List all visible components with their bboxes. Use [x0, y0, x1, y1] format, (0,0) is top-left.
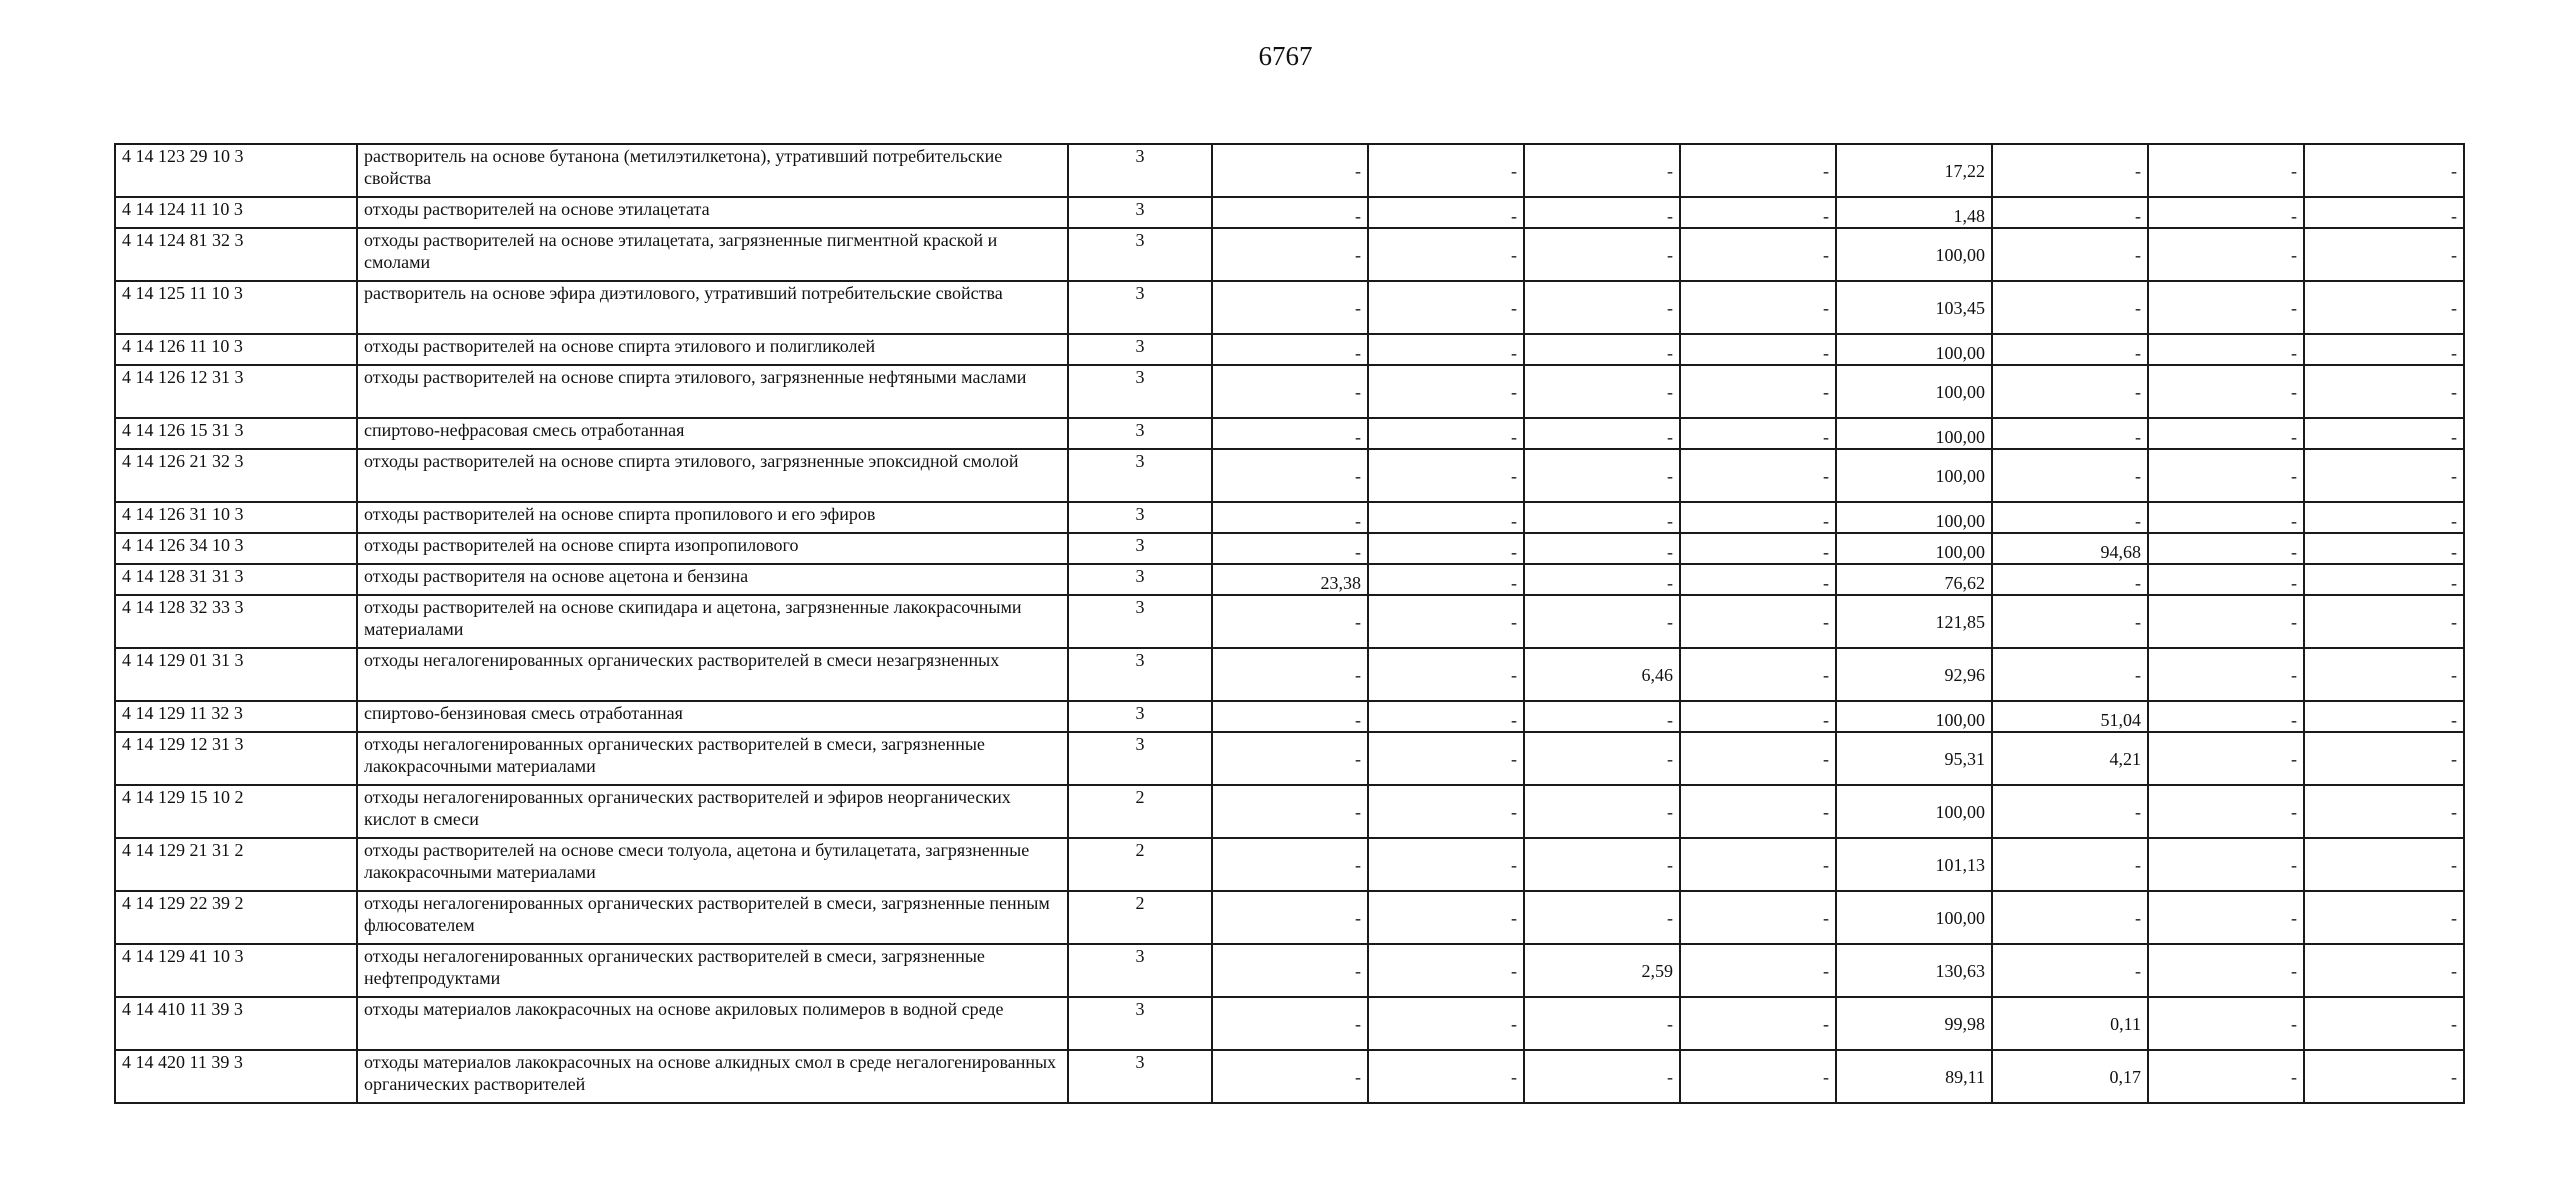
value-cell-4: -	[1680, 1050, 1836, 1103]
value-cell-7: -	[2148, 228, 2304, 281]
waste-name-cell: спиртово-бензиновая смесь отработанная	[357, 701, 1068, 732]
value-cell-4: -	[1680, 732, 1836, 785]
value-cell-8: -	[2304, 997, 2464, 1050]
hazard-class-cell: 2	[1068, 891, 1212, 944]
value-cell-4: -	[1680, 701, 1836, 732]
waste-name-cell: отходы материалов лакокрасочных на основе акриловых полимеров в водной среде	[357, 997, 1068, 1050]
waste-code-cell: 4 14 123 29 10 3	[115, 144, 357, 197]
value-cell-2: -	[1368, 701, 1524, 732]
hazard-class-cell: 3	[1068, 197, 1212, 228]
value-cell-2: -	[1368, 997, 1524, 1050]
value-cell-5: 100,00	[1836, 334, 1992, 365]
value-cell-6: -	[1992, 785, 2148, 838]
waste-name-cell: отходы растворителей на основе спирта этилового, загрязненные нефтяными маслами	[357, 365, 1068, 418]
value-cell-5: 100,00	[1836, 502, 1992, 533]
value-cell-4: -	[1680, 418, 1836, 449]
table-row	[115, 944, 2464, 997]
value-cell-8: -	[2304, 648, 2464, 701]
waste-code-cell: 4 14 129 41 10 3	[115, 944, 357, 997]
value-cell-8: -	[2304, 564, 2464, 595]
waste-code-cell: 4 14 129 12 31 3	[115, 732, 357, 785]
value-cell-6: -	[1992, 838, 2148, 891]
value-cell-7: -	[2148, 838, 2304, 891]
value-cell-4: -	[1680, 365, 1836, 418]
waste-name-cell: отходы растворителей на основе спирта изопропилового	[357, 533, 1068, 564]
waste-name-cell: отходы растворителей на основе этилацетата, загрязненные пигментной краской и смолами	[357, 228, 1068, 281]
value-cell-3: -	[1524, 228, 1680, 281]
value-cell-3: -	[1524, 365, 1680, 418]
value-cell-7: -	[2148, 281, 2304, 334]
waste-name-cell: отходы материалов лакокрасочных на основе алкидных смол в среде негалогенированных органических растворителей	[357, 1050, 1068, 1103]
value-cell-4: -	[1680, 648, 1836, 701]
waste-code-cell: 4 14 124 11 10 3	[115, 197, 357, 228]
value-cell-4: -	[1680, 228, 1836, 281]
waste-code-cell: 4 14 420 11 39 3	[115, 1050, 357, 1103]
value-cell-1: -	[1212, 197, 1368, 228]
value-cell-7: -	[2148, 502, 2304, 533]
waste-code-cell: 4 14 126 15 31 3	[115, 418, 357, 449]
value-cell-8: -	[2304, 449, 2464, 502]
value-cell-4: -	[1680, 564, 1836, 595]
value-cell-6: -	[1992, 334, 2148, 365]
waste-code-cell: 4 14 126 11 10 3	[115, 334, 357, 365]
value-cell-8: -	[2304, 701, 2464, 732]
value-cell-4: -	[1680, 595, 1836, 648]
table-row	[115, 533, 2464, 564]
value-cell-2: -	[1368, 595, 1524, 648]
value-cell-5: 95,31	[1836, 732, 1992, 785]
value-cell-1: 23,38	[1212, 564, 1368, 595]
value-cell-4: -	[1680, 785, 1836, 838]
hazard-class-cell: 3	[1068, 365, 1212, 418]
value-cell-7: -	[2148, 732, 2304, 785]
value-cell-1: -	[1212, 997, 1368, 1050]
waste-name-cell: отходы растворителей на основе этилацетата	[357, 197, 1068, 228]
value-cell-5: 1,48	[1836, 197, 1992, 228]
value-cell-3: -	[1524, 197, 1680, 228]
table-row	[115, 418, 2464, 449]
waste-name-cell: отходы негалогенированных органических растворителей в смеси, загрязненные пенным флюсователем	[357, 891, 1068, 944]
value-cell-1: -	[1212, 418, 1368, 449]
hazard-class-cell: 3	[1068, 228, 1212, 281]
value-cell-1: -	[1212, 533, 1368, 564]
waste-code-cell: 4 14 410 11 39 3	[115, 997, 357, 1050]
table-row	[115, 785, 2464, 838]
value-cell-6: -	[1992, 648, 2148, 701]
value-cell-4: -	[1680, 891, 1836, 944]
value-cell-3: -	[1524, 564, 1680, 595]
value-cell-2: -	[1368, 281, 1524, 334]
value-cell-5: 103,45	[1836, 281, 1992, 334]
waste-name-cell: отходы растворителей на основе скипидара и ацетона, загрязненные лакокрасочными материалами	[357, 595, 1068, 648]
value-cell-4: -	[1680, 533, 1836, 564]
hazard-class-cell: 3	[1068, 502, 1212, 533]
hazard-class-cell: 3	[1068, 564, 1212, 595]
value-cell-5: 89,11	[1836, 1050, 1992, 1103]
value-cell-4: -	[1680, 281, 1836, 334]
value-cell-2: -	[1368, 449, 1524, 502]
value-cell-6: -	[1992, 418, 2148, 449]
value-cell-8: -	[2304, 595, 2464, 648]
value-cell-2: -	[1368, 891, 1524, 944]
value-cell-4: -	[1680, 144, 1836, 197]
value-cell-2: -	[1368, 197, 1524, 228]
value-cell-3: -	[1524, 701, 1680, 732]
table-row	[115, 701, 2464, 732]
value-cell-5: 101,13	[1836, 838, 1992, 891]
waste-name-cell: отходы негалогенированных органических растворителей в смеси незагрязненных	[357, 648, 1068, 701]
value-cell-8: -	[2304, 365, 2464, 418]
value-cell-1: -	[1212, 1050, 1368, 1103]
hazard-class-cell: 2	[1068, 785, 1212, 838]
table-row	[115, 1050, 2464, 1103]
value-cell-1: -	[1212, 648, 1368, 701]
value-cell-5: 17,22	[1836, 144, 1992, 197]
value-cell-2: -	[1368, 502, 1524, 533]
value-cell-7: -	[2148, 334, 2304, 365]
value-cell-7: -	[2148, 449, 2304, 502]
value-cell-7: -	[2148, 648, 2304, 701]
value-cell-8: -	[2304, 418, 2464, 449]
waste-code-cell: 4 14 125 11 10 3	[115, 281, 357, 334]
value-cell-1: -	[1212, 595, 1368, 648]
value-cell-8: -	[2304, 838, 2464, 891]
value-cell-3: -	[1524, 281, 1680, 334]
waste-name-cell: отходы негалогенированных органических растворителей и эфиров неорганических кислот в смеси	[357, 785, 1068, 838]
value-cell-6: 4,21	[1992, 732, 2148, 785]
waste-code-cell: 4 14 128 31 31 3	[115, 564, 357, 595]
value-cell-5: 99,98	[1836, 997, 1992, 1050]
value-cell-4: -	[1680, 449, 1836, 502]
waste-name-cell: отходы растворителей на основе смеси толуола, ацетона и бутилацетата, загрязненные лакокрасочными материалами	[357, 838, 1068, 891]
hazard-class-cell: 3	[1068, 533, 1212, 564]
table-row	[115, 891, 2464, 944]
value-cell-4: -	[1680, 334, 1836, 365]
value-cell-1: -	[1212, 228, 1368, 281]
value-cell-4: -	[1680, 838, 1836, 891]
waste-code-cell: 4 14 128 32 33 3	[115, 595, 357, 648]
page-number: 6767	[1258, 41, 1313, 71]
value-cell-7: -	[2148, 564, 2304, 595]
hazard-class-cell: 3	[1068, 334, 1212, 365]
value-cell-8: -	[2304, 785, 2464, 838]
value-cell-8: -	[2304, 533, 2464, 564]
waste-data-table	[114, 143, 2465, 1104]
value-cell-8: -	[2304, 1050, 2464, 1103]
value-cell-2: -	[1368, 648, 1524, 701]
hazard-class-cell: 3	[1068, 449, 1212, 502]
value-cell-7: -	[2148, 418, 2304, 449]
value-cell-8: -	[2304, 197, 2464, 228]
hazard-class-cell: 3	[1068, 732, 1212, 785]
hazard-class-cell: 3	[1068, 418, 1212, 449]
value-cell-2: -	[1368, 838, 1524, 891]
value-cell-1: -	[1212, 365, 1368, 418]
value-cell-7: -	[2148, 197, 2304, 228]
table-row	[115, 997, 2464, 1050]
value-cell-6: 0,17	[1992, 1050, 2148, 1103]
value-cell-2: -	[1368, 228, 1524, 281]
value-cell-1: -	[1212, 785, 1368, 838]
table-body	[115, 144, 2464, 1103]
value-cell-6: -	[1992, 564, 2148, 595]
table-row	[115, 334, 2464, 365]
table-row	[115, 564, 2464, 595]
hazard-class-cell: 3	[1068, 997, 1212, 1050]
waste-name-cell: отходы растворителя на основе ацетона и бензина	[357, 564, 1068, 595]
waste-code-cell: 4 14 124 81 32 3	[115, 228, 357, 281]
value-cell-4: -	[1680, 197, 1836, 228]
hazard-class-cell: 2	[1068, 838, 1212, 891]
waste-code-cell: 4 14 129 11 32 3	[115, 701, 357, 732]
value-cell-5: 100,00	[1836, 891, 1992, 944]
value-cell-6: -	[1992, 144, 2148, 197]
value-cell-2: -	[1368, 334, 1524, 365]
hazard-class-cell: 3	[1068, 648, 1212, 701]
value-cell-5: 100,00	[1836, 533, 1992, 564]
value-cell-2: -	[1368, 944, 1524, 997]
value-cell-7: -	[2148, 595, 2304, 648]
waste-name-cell: отходы негалогенированных органических растворителей в смеси, загрязненные нефтепродуктами	[357, 944, 1068, 997]
value-cell-5: 100,00	[1836, 449, 1992, 502]
value-cell-2: -	[1368, 144, 1524, 197]
value-cell-1: -	[1212, 701, 1368, 732]
table-row	[115, 144, 2464, 197]
waste-code-cell: 4 14 129 15 10 2	[115, 785, 357, 838]
value-cell-5: 76,62	[1836, 564, 1992, 595]
hazard-class-cell: 3	[1068, 595, 1212, 648]
waste-code-cell: 4 14 126 31 10 3	[115, 502, 357, 533]
value-cell-2: -	[1368, 1050, 1524, 1103]
value-cell-4: -	[1680, 502, 1836, 533]
value-cell-3: -	[1524, 533, 1680, 564]
value-cell-8: -	[2304, 502, 2464, 533]
value-cell-6: -	[1992, 365, 2148, 418]
table-row	[115, 365, 2464, 418]
table-row	[115, 502, 2464, 533]
value-cell-7: -	[2148, 1050, 2304, 1103]
value-cell-1: -	[1212, 944, 1368, 997]
value-cell-3: -	[1524, 891, 1680, 944]
value-cell-8: -	[2304, 944, 2464, 997]
value-cell-5: 100,00	[1836, 365, 1992, 418]
waste-code-cell: 4 14 126 21 32 3	[115, 449, 357, 502]
value-cell-1: -	[1212, 449, 1368, 502]
table-row	[115, 281, 2464, 334]
waste-code-cell: 4 14 129 22 39 2	[115, 891, 357, 944]
value-cell-3: -	[1524, 418, 1680, 449]
value-cell-3: -	[1524, 144, 1680, 197]
value-cell-8: -	[2304, 228, 2464, 281]
value-cell-1: -	[1212, 281, 1368, 334]
value-cell-2: -	[1368, 785, 1524, 838]
table-row	[115, 648, 2464, 701]
value-cell-6: -	[1992, 944, 2148, 997]
value-cell-5: 100,00	[1836, 228, 1992, 281]
value-cell-8: -	[2304, 891, 2464, 944]
value-cell-8: -	[2304, 144, 2464, 197]
value-cell-3: -	[1524, 502, 1680, 533]
hazard-class-cell: 3	[1068, 944, 1212, 997]
value-cell-6: -	[1992, 595, 2148, 648]
value-cell-8: -	[2304, 732, 2464, 785]
waste-code-cell: 4 14 126 34 10 3	[115, 533, 357, 564]
value-cell-7: -	[2148, 944, 2304, 997]
value-cell-3: 6,46	[1524, 648, 1680, 701]
value-cell-1: -	[1212, 732, 1368, 785]
value-cell-3: -	[1524, 1050, 1680, 1103]
hazard-class-cell: 3	[1068, 281, 1212, 334]
waste-name-cell: отходы негалогенированных органических растворителей в смеси, загрязненные лакокрасочными материалами	[357, 732, 1068, 785]
value-cell-6: -	[1992, 449, 2148, 502]
value-cell-7: -	[2148, 997, 2304, 1050]
value-cell-3: 2,59	[1524, 944, 1680, 997]
value-cell-6: -	[1992, 197, 2148, 228]
value-cell-2: -	[1368, 533, 1524, 564]
value-cell-7: -	[2148, 533, 2304, 564]
waste-name-cell: спиртово-нефрасовая смесь отработанная	[357, 418, 1068, 449]
waste-name-cell: отходы растворителей на основе спирта этилового и полигликолей	[357, 334, 1068, 365]
value-cell-6: 0,11	[1992, 997, 2148, 1050]
value-cell-6: 51,04	[1992, 701, 2148, 732]
value-cell-3: -	[1524, 997, 1680, 1050]
value-cell-7: -	[2148, 365, 2304, 418]
value-cell-8: -	[2304, 281, 2464, 334]
value-cell-6: -	[1992, 281, 2148, 334]
value-cell-8: -	[2304, 334, 2464, 365]
value-cell-1: -	[1212, 144, 1368, 197]
value-cell-7: -	[2148, 701, 2304, 732]
value-cell-1: -	[1212, 334, 1368, 365]
value-cell-6: -	[1992, 228, 2148, 281]
table-row	[115, 732, 2464, 785]
value-cell-5: 121,85	[1836, 595, 1992, 648]
hazard-class-cell: 3	[1068, 1050, 1212, 1103]
value-cell-7: -	[2148, 144, 2304, 197]
value-cell-1: -	[1212, 502, 1368, 533]
value-cell-7: -	[2148, 891, 2304, 944]
hazard-class-cell: 3	[1068, 701, 1212, 732]
value-cell-5: 100,00	[1836, 418, 1992, 449]
waste-code-cell: 4 14 129 01 31 3	[115, 648, 357, 701]
waste-code-cell: 4 14 126 12 31 3	[115, 365, 357, 418]
table-row	[115, 449, 2464, 502]
value-cell-3: -	[1524, 334, 1680, 365]
value-cell-3: -	[1524, 785, 1680, 838]
value-cell-5: 100,00	[1836, 785, 1992, 838]
waste-name-cell: растворитель на основе эфира диэтилового, утративший потребительские свойства	[357, 281, 1068, 334]
value-cell-1: -	[1212, 838, 1368, 891]
hazard-class-cell: 3	[1068, 144, 1212, 197]
value-cell-3: -	[1524, 732, 1680, 785]
waste-name-cell: отходы растворителей на основе спирта этилового, загрязненные эпоксидной смолой	[357, 449, 1068, 502]
value-cell-1: -	[1212, 891, 1368, 944]
value-cell-5: 92,96	[1836, 648, 1992, 701]
value-cell-6: -	[1992, 891, 2148, 944]
value-cell-2: -	[1368, 365, 1524, 418]
table-row	[115, 595, 2464, 648]
value-cell-7: -	[2148, 785, 2304, 838]
value-cell-4: -	[1680, 944, 1836, 997]
waste-code-cell: 4 14 129 21 31 2	[115, 838, 357, 891]
value-cell-6: 94,68	[1992, 533, 2148, 564]
value-cell-4: -	[1680, 997, 1836, 1050]
waste-name-cell: отходы растворителей на основе спирта пропилового и его эфиров	[357, 502, 1068, 533]
waste-name-cell: растворитель на основе бутанона (метилэтилкетона), утративший потребительские свойства	[357, 144, 1068, 197]
table-row	[115, 838, 2464, 891]
value-cell-5: 100,00	[1836, 701, 1992, 732]
value-cell-3: -	[1524, 838, 1680, 891]
value-cell-3: -	[1524, 595, 1680, 648]
table-row	[115, 197, 2464, 228]
value-cell-2: -	[1368, 564, 1524, 595]
value-cell-2: -	[1368, 732, 1524, 785]
value-cell-2: -	[1368, 418, 1524, 449]
value-cell-6: -	[1992, 502, 2148, 533]
value-cell-5: 130,63	[1836, 944, 1992, 997]
value-cell-3: -	[1524, 449, 1680, 502]
table-row	[115, 228, 2464, 281]
